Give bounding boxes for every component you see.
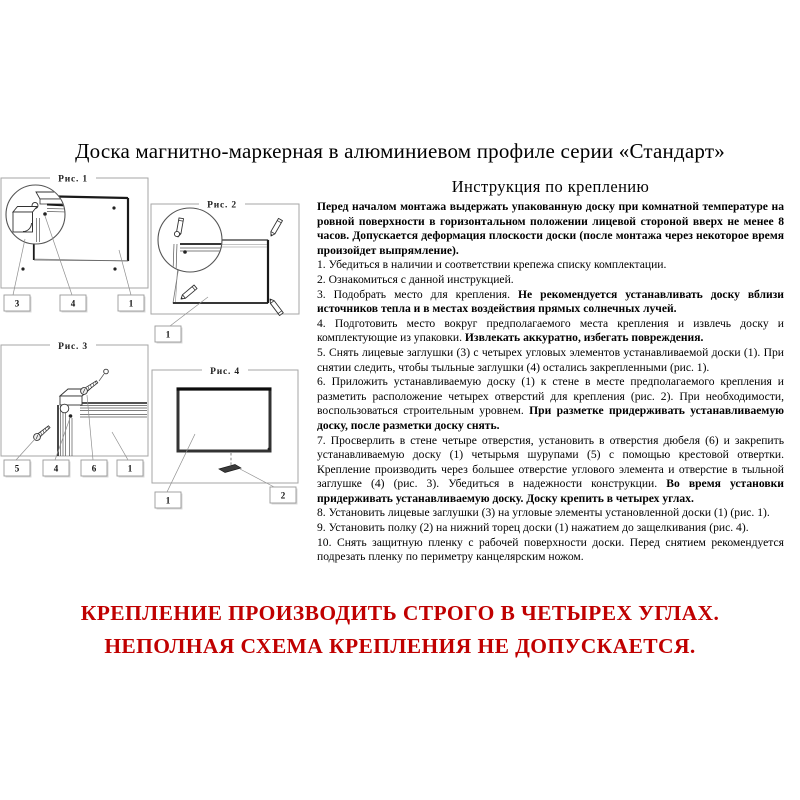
screw-dot [69,414,73,418]
svg-text:4: 4 [70,298,76,309]
screw-dot [43,212,47,216]
item-bold: Не рекомендуется устанавливать доску вблизи источников тепла и в местах воздействия прямых солнечных лучей. [317,287,784,316]
item-text: 7. Просверлить в стене четыре отверстия, установить в отверстия дюбеля (6) и закрепить устанавливаемую доску (1) четырьмя шурупами (5) с помощью крестовой отвертки. Крепление производить через большее отверстие углового элемента и отверстие в тыльной заглушке (4) (рис. 3). Убедиться в надежности конструкции. [317,433,784,491]
item-text: 9. Установить полку (2) на нижний торец доски (1) нажатием до защелкивания (рис. 4). [317,521,749,535]
figure-1-corner-caps-diagram [0,172,150,318]
item-bold: Извлекать аккуратно, избегать повреждения. [464,331,704,345]
fastening-hole [60,404,69,413]
screw-dot [112,206,115,209]
instruction-item-9 [317,521,784,536]
figure-4-shelf-diagram [150,368,302,510]
item-text: 8. Установить лицевые заглушки (3) на угловые элементы установленной доски (1) (рис. 1). [317,506,770,520]
instructions-heading: Инструкция по креплению [451,177,650,196]
figure-3-fastening-diagram [0,342,150,482]
instruction-item-1 [317,258,784,273]
figure-4-label: Рис. 4 [210,366,240,377]
instructions-column [317,177,784,565]
instruction-item-4 [317,317,784,346]
warning-text [0,597,800,663]
svg-text:3: 3 [14,298,20,309]
back-cap-top [13,207,37,213]
callout-box-3 [4,295,32,313]
item-bold: При разметке придерживать устанавливаемую доску, после разметки доску снять. [317,404,784,432]
item-text: 6. Приложить устанавливаемую доску (1) к стене в месте предполагаемого крепления и разметить расположение четырех отверстий для крепления (рис. 2). При необходимости, воспользоваться строительным уровнем. [317,375,784,418]
svg-text:6: 6 [91,463,97,474]
document-title: Доска магнитно-маркерная в алюминиевом профиле серии «Стандарт» [75,139,725,163]
cap-hole [174,231,179,236]
instruction-item-10 [317,536,784,565]
svg-text:1: 1 [127,463,133,474]
svg-text:1: 1 [165,329,171,340]
instruction-item-5 [317,346,784,375]
warning-line-1: КРЕПЛЕНИЕ ПРОИЗВОДИТЬ СТРОГО В ЧЕТЫРЕХ УГЛАХ. [80,601,720,625]
figure-2-label: Рис. 2 [207,200,237,211]
magnifier-circle [158,208,222,272]
item-text: 3. Подобрать место для крепления. [317,287,518,301]
instruction-item-6 [317,375,784,433]
screw-dot [268,448,271,451]
item-text: 10. Снять защитную пленку с рабочей поверхности доски. Перед снятием рекомендуется подрезать пленку по периметру канцелярским ножом. [317,535,784,564]
svg-text:2: 2 [280,490,286,501]
warning-line-2: НЕПОЛНАЯ СХЕМА КРЕПЛЕНИЯ НЕ ДОПУСКАЕТСЯ. [104,634,696,658]
item-bold: Во время установки придерживать устанавливаемую доску. Доску крепить в четырех углах. [317,477,784,505]
callout-box-4 [60,295,88,313]
svg-text:1: 1 [128,298,134,309]
callout-box-2 [270,487,298,505]
callout-box-1 [155,492,183,510]
intro-text: Перед началом монтажа выдержать упакованную доску при комнатной температуре на ровной поверхности в горизонтальном положении лицевой стороной вверх не менее 8 часов. Допускается деформация плоскости доски (после монтажа через некоторое время произойдет выпрямление). [317,200,784,257]
instruction-item-2 [317,273,784,288]
svg-text:5: 5 [14,463,20,474]
board-front-view [177,389,272,451]
callout-box-4 [43,460,71,478]
intro-paragraph [317,200,784,258]
figure-3-label: Рис. 3 [58,341,88,352]
item-text: 5. Снять лицевые заглушки (3) с четырех угловых элементов устанавливаемой доски (1). При снятии следить, чтобы тыльные заглушки (4) остались закрепленными (рис. 1). [317,345,784,374]
screw-dot [21,267,24,270]
callout-box-1 [118,295,146,313]
svg-text:1: 1 [165,495,171,506]
callout-box-5 [4,460,32,478]
callout-box-6 [81,460,109,478]
instruction-item-8 [317,506,784,521]
item-text: 4. Подготовить место вокруг предполагаемого места крепления и извлечь доску и комплектующие из упаковки. [317,316,784,345]
figure-2-marking-diagram [150,200,305,345]
figure-1-label: Рис. 1 [58,174,88,185]
item-text: 2. Ознакомиться с данной инструкцией. [317,272,514,286]
instruction-item-3 [317,288,784,317]
wall-hole [104,369,109,374]
instruction-item-7 [317,434,784,507]
callout-box-1 [117,460,145,478]
item-text: 1. Убедиться в наличии и соответствии крепежа списку комплектации. [317,258,667,272]
svg-text:4: 4 [53,463,59,474]
callout-box-1 [155,326,183,344]
screw-dot [183,250,187,254]
screw-dot [113,267,116,270]
